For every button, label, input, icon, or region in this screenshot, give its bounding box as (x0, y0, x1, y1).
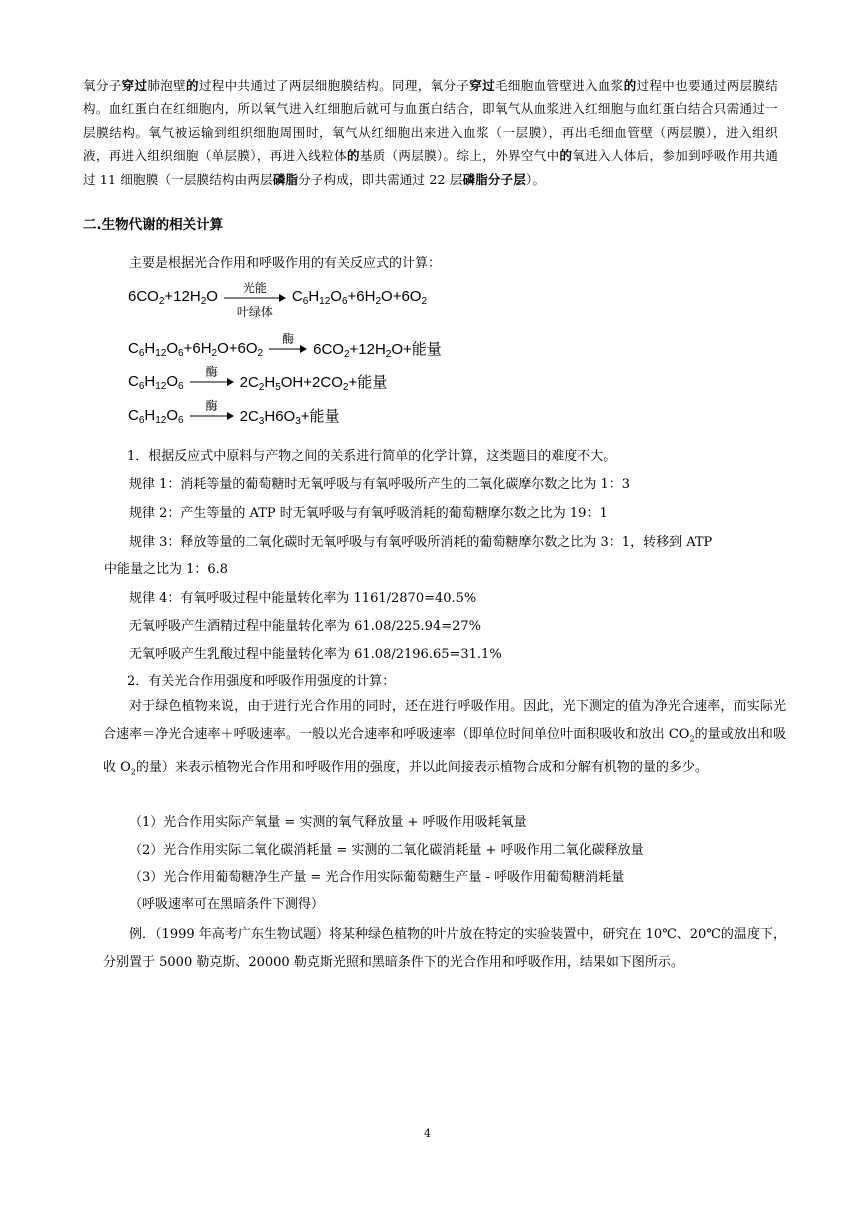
subscript: 12 (319, 296, 331, 307)
formula-text: O (166, 372, 179, 390)
page-number: 4 (424, 1127, 431, 1140)
example-paragraph: 例．（1999 年高考广东生物试题）将某种绿色植物的叶片放在特定的实验装置中，研究在 10℃、20℃的温度下，分别置于 5000 勒克斯、20000 勒克斯光照和黑暗条件下的光合作用和呼吸作用，结果如下图所示。 (103, 927, 786, 970)
text-run: 对于绿色植物来说，由于进行光合作用的同时，还在进行呼吸作用。因此，光下测定的值为净光合速率，而实际光合速率＝净光合速率＋呼吸速率。一般以光合速率和呼吸速率（即单位时间单位叶面积吸收和放出 CO (103, 699, 786, 742)
subscript: 12 (155, 414, 167, 426)
rule-3: 规律 3：释放等量的二氧化碳时无氧呼吸与有氧呼吸所消耗的葡萄糖摩尔数之比为 3：1，转移到 ATP (129, 535, 713, 550)
item-2-heading: 2．有关光合作用强度和呼吸作用强度的计算： (127, 674, 396, 689)
formula-text: +6H (347, 288, 376, 305)
reaction-equation (128, 332, 442, 360)
formula-3: （3）光合作用葡萄糖净生产量 = 光合作用实际葡萄糖生产量 - 呼吸作用葡萄糖消耗量 (129, 870, 625, 885)
formula-1: （1）光合作用实际产氧量 = 实测的氧气释放量 + 呼吸作用吸耗氧量 (129, 815, 527, 830)
reaction-equation (128, 399, 340, 427)
bold-run: 的 (559, 148, 573, 164)
products (240, 405, 340, 427)
formula-text: H6O (264, 408, 296, 425)
rule-2: 规律 2：产生等量的 ATP 时无氧呼吸与有氧呼吸消耗的葡萄糖摩尔数之比为 19：1 (129, 506, 608, 521)
rule-1: 规律 1：消耗等量的葡萄糖时无氧呼吸与有氧呼吸所产生的二氧化碳摩尔数之比为 1：3 (129, 477, 631, 492)
text-run: 过程中也要通过两层膜结构。血红蛋白在红细胞内，所以氧气进入红细胞后就可与血蛋白结合，即氧气从血浆进入红细胞与血红蛋白结合只需通过一层膜结构。氧气被运输到组织细胞周围时，氧气从红细胞出来进入血浆（一层膜），再出毛细血管壁（两层膜），进入组织液，再进入组织细胞（单层膜），再进入线粒体 (83, 78, 778, 164)
arrow-condition-above: 酶 (205, 399, 218, 413)
formula-text: +能量 (348, 374, 388, 391)
subscript: 5 (275, 382, 281, 393)
formula-text: +12H (164, 288, 201, 305)
formula-text: H (144, 406, 156, 424)
products (313, 338, 442, 360)
arrow-condition-above: 光能 (242, 280, 267, 295)
text-run: 的量）来表示植物光合作用和呼吸作用的强度，并以此间接表示植物合成和分解有机物的量的多少。 (135, 759, 708, 775)
bold-run: 穿过 (469, 78, 495, 93)
formula-text: C (128, 339, 139, 357)
formula-text: O+能量 (391, 341, 442, 358)
subscript: 3 (295, 416, 301, 427)
subscript: 2 (258, 382, 265, 393)
text-run: 的量或放出和吸收 O (103, 727, 786, 775)
text-run: 氧进入人体后，参加到呼吸作用共通过 11 细胞膜（一层膜结构由两层 (83, 148, 779, 187)
reaction-equation (128, 365, 388, 393)
text-run: 基质（两层膜）。综上，外界空气中 (359, 148, 560, 164)
text-run: 毛细胞血管壁进入血浆 (494, 78, 624, 93)
bold-run: 磷脂 (272, 171, 299, 187)
formula-text: O+6O (381, 288, 422, 305)
formula-text: O (206, 288, 218, 305)
subscript: 2 (158, 296, 165, 307)
rate-paragraph (103, 693, 786, 786)
subscript: 2 (342, 382, 349, 393)
reactants (128, 407, 184, 426)
reaction-arrow (269, 332, 307, 353)
formula-text: C (128, 406, 139, 424)
subscript: 2 (689, 734, 695, 744)
reaction-equation (128, 280, 428, 319)
formula-2: （2）光合作用实际二氧化碳消耗量 = 实测的二氧化碳消耗量 + 呼吸作用二氧化碳释放量 (129, 843, 644, 858)
intro-line: 主要是根据光合作用和呼吸作用的有关反应式的计算： (129, 256, 442, 271)
formula-text: O (330, 288, 342, 305)
formula-text: OH+2CO (280, 374, 343, 391)
formula-text: C (128, 372, 139, 390)
formula-text: +能量 (300, 408, 340, 425)
formula-text: 6CO (128, 288, 159, 305)
subscript: 2 (375, 296, 382, 307)
subscript: 6 (138, 347, 145, 359)
formula-text: O+6O (217, 339, 258, 357)
subscript: 2 (211, 347, 218, 359)
reactants (128, 340, 263, 359)
text-run: 分子构成，即共需通过 22 层 (298, 171, 463, 187)
subscript: 6 (178, 347, 184, 359)
formula-text: +12H (349, 341, 386, 358)
bold-run: 磷脂分子层 (462, 171, 527, 187)
formula-text: H (144, 339, 156, 357)
arrow-condition-above: 酶 (282, 332, 295, 346)
formula-text: O (166, 406, 179, 424)
oxygen-membrane-paragraph (83, 74, 778, 191)
rule-6: 无氧呼吸产生乳酸过程中能量转化率为 61.08/2196.65=31.1% (129, 647, 502, 662)
reactants (128, 288, 218, 307)
subscript: 6 (178, 414, 184, 426)
subscript: 12 (155, 380, 167, 392)
section-heading: 二.生物代谢的相关计算 (83, 217, 224, 233)
subscript: 2 (421, 296, 428, 307)
subscript: 6 (138, 414, 145, 426)
formula-text: 6CO (313, 341, 344, 358)
formula-text: C (291, 288, 303, 305)
text-run: 肺泡壁 (147, 78, 186, 93)
formula-text: +6H (183, 339, 212, 357)
formula-text: 2C (239, 408, 259, 425)
subscript: 3 (258, 416, 265, 427)
bold-run: 的 (186, 78, 199, 93)
text-run: 过程中共通过了两层细胞膜结构。同理，氧分子 (198, 78, 470, 93)
subscript: 12 (155, 347, 167, 359)
formula-text: 2C (239, 374, 259, 391)
formula-text: H (308, 288, 320, 305)
reaction-arrow (224, 280, 286, 319)
item-1-heading: 1．根据反应式中原料与产物之间的关系进行简单的化学计算，这类题目的难度不大。 (127, 449, 617, 464)
bold-run: 的 (623, 78, 637, 93)
text-run: ）。 (526, 171, 546, 187)
bold-run: 穿过 (121, 78, 148, 93)
rule-3-continued: 中能量之比为 1：6.8 (104, 562, 229, 577)
reaction-arrow (190, 399, 234, 420)
formula-text: H (144, 372, 156, 390)
subscript: 6 (341, 296, 348, 307)
subscript: 2 (343, 349, 350, 360)
reaction-arrow (190, 365, 234, 386)
rule-4: 规律 4：有氧呼吸过程中能量转化率为 1161/2870=40.5% (129, 591, 477, 606)
formula-text: O (166, 339, 179, 357)
subscript: 6 (138, 380, 145, 392)
products (292, 288, 427, 307)
text-run: 氧分子 (83, 78, 122, 93)
reactants (128, 373, 184, 392)
subscript: 2 (200, 296, 207, 307)
subscript: 2 (130, 767, 136, 777)
rule-5: 无氧呼吸产生酒精过程中能量转化率为 61.08/225.94=27% (129, 619, 482, 634)
subscript: 6 (302, 296, 309, 307)
subscript: 2 (385, 349, 392, 360)
subscript: 6 (178, 380, 184, 392)
formula-note: （呼吸速率可在黑暗条件下测得） (129, 897, 325, 912)
subscript: 2 (257, 347, 264, 359)
arrow-condition-above: 酶 (205, 365, 218, 379)
formula-text: H (264, 374, 276, 391)
arrow-condition-below: 叶绿体 (236, 304, 273, 319)
products (240, 371, 388, 393)
bold-run: 的 (346, 148, 360, 164)
